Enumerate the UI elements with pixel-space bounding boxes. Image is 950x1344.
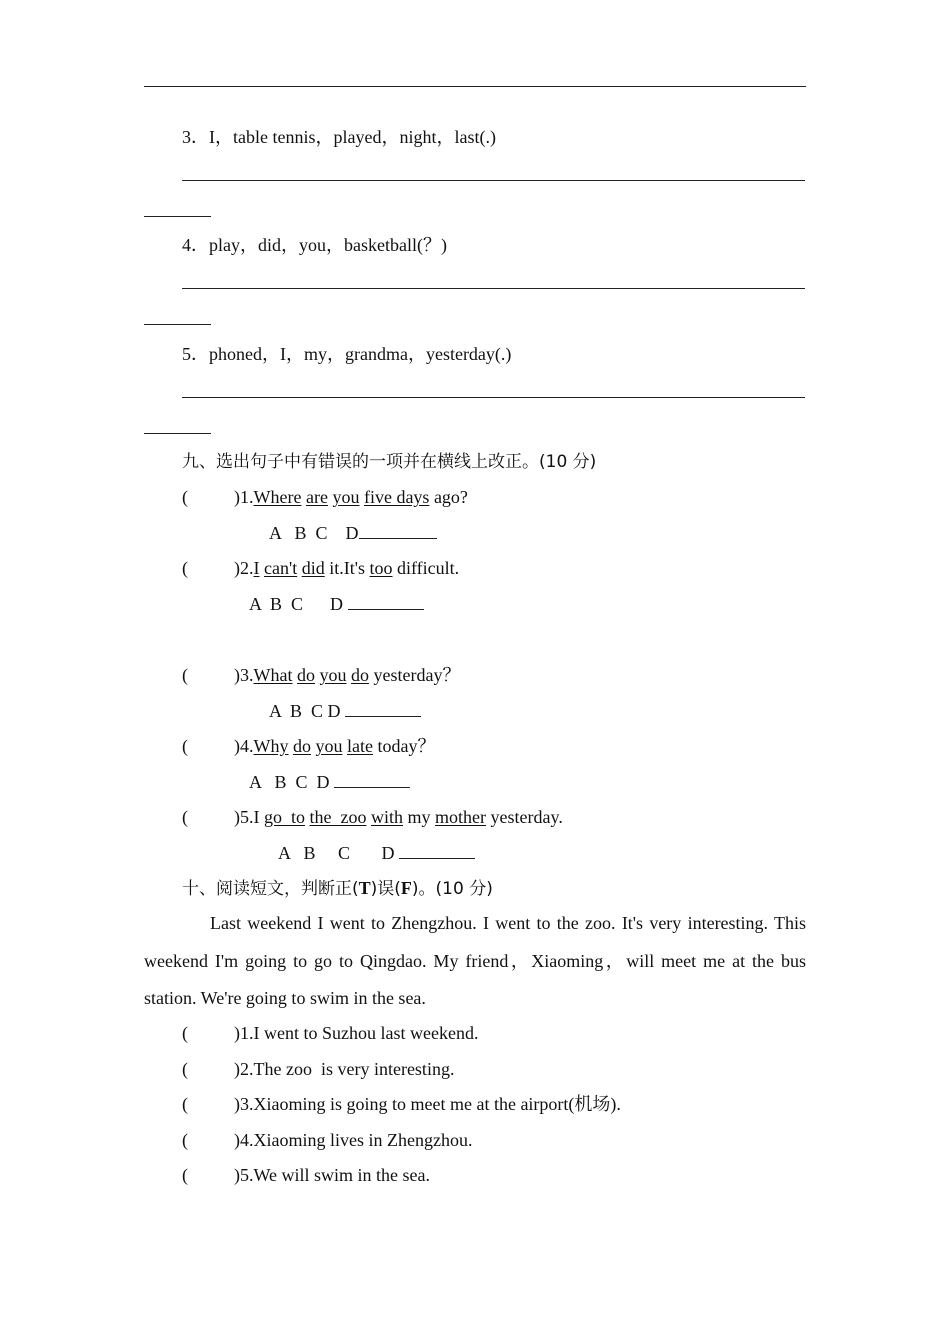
error-item-4: ( )4.Why do you late today？ <box>182 736 436 756</box>
question-8-4: 4．play，did，you，basketball(？) <box>182 235 447 255</box>
section-9-title: 九、选出句子中有错误的一项并在横线上改正。(10 分) <box>182 452 597 472</box>
correction-blank[interactable] <box>345 700 421 717</box>
option-d: late <box>347 736 373 756</box>
option-c: did <box>301 558 325 578</box>
option-c: with <box>371 807 404 827</box>
option-c: you <box>332 487 360 507</box>
option-d: too <box>369 558 393 578</box>
option-a: Where <box>253 487 302 507</box>
option-b: the zoo <box>309 807 367 827</box>
answer-line[interactable] <box>182 180 805 181</box>
tf-item-2: ( )2.The zoo is very interesting. <box>182 1059 455 1079</box>
option-c: you <box>315 736 343 756</box>
answer-line[interactable] <box>182 288 805 289</box>
option-c: you <box>319 665 347 685</box>
answer-line-continuation[interactable] <box>144 216 211 217</box>
answer-line[interactable] <box>182 397 805 398</box>
option-letters: A B C D <box>278 841 475 865</box>
option-letters: A B C D <box>269 699 421 723</box>
tf-item-1: ( )1.I went to Suzhou last weekend. <box>182 1023 479 1043</box>
option-d: do <box>350 665 369 685</box>
option-d: five days <box>363 487 430 507</box>
option-letters: A B C D <box>269 521 437 545</box>
tf-item-5: ( )5.We will swim in the sea. <box>182 1165 431 1185</box>
option-a: What <box>253 665 293 685</box>
question-8-5: 5．phoned，I，my，grandma，yesterday(.) <box>182 344 512 364</box>
section-10-title: 十、阅读短文，判断正(T)误(F)。(10 分) <box>182 878 493 899</box>
correction-blank[interactable] <box>334 771 410 788</box>
tf-item-3: ( )3.Xiaoming is going to meet me at the airport(机场). <box>182 1094 621 1114</box>
option-letters: A B C D <box>249 770 410 794</box>
tf-item-4: ( )4.Xiaoming lives in Zhengzhou. <box>182 1130 473 1150</box>
option-b: do <box>293 736 311 756</box>
option-a: I <box>253 558 260 578</box>
option-a: Why <box>253 736 289 756</box>
option-b: do <box>296 665 315 685</box>
correction-blank[interactable] <box>359 522 437 539</box>
correction-blank[interactable] <box>399 842 475 859</box>
error-item-5: ( )5.I go to the zoo with my mother yesterday. <box>182 807 563 827</box>
correction-blank[interactable] <box>348 593 424 610</box>
error-item-3: ( )3.What do you do yesterday？ <box>182 665 461 685</box>
option-d: mother <box>435 807 487 827</box>
option-b: are <box>305 487 328 507</box>
error-item-2: ( )2.I can't did it.It's too difficult. <box>182 558 460 578</box>
option-letters: A B C D <box>249 592 424 616</box>
option-a: go to <box>264 807 306 827</box>
question-8-3: 3．I，table tennis，played，night，last(.) <box>182 127 496 147</box>
error-item-1: ( )1.Where are you five days ago? <box>182 487 468 507</box>
top-answer-line <box>144 86 806 87</box>
answer-line-continuation[interactable] <box>144 324 211 325</box>
option-b: can't <box>264 558 298 578</box>
reading-passage: Last weekend I went to Zhengzhou. I went to the zoo. It's very interesting. This weekend I'm going to go to Qingdao. My friend，Xiaoming，will meet me at the bus station. We're going to swim in the sea. <box>144 913 806 1008</box>
answer-line-continuation[interactable] <box>144 433 211 434</box>
